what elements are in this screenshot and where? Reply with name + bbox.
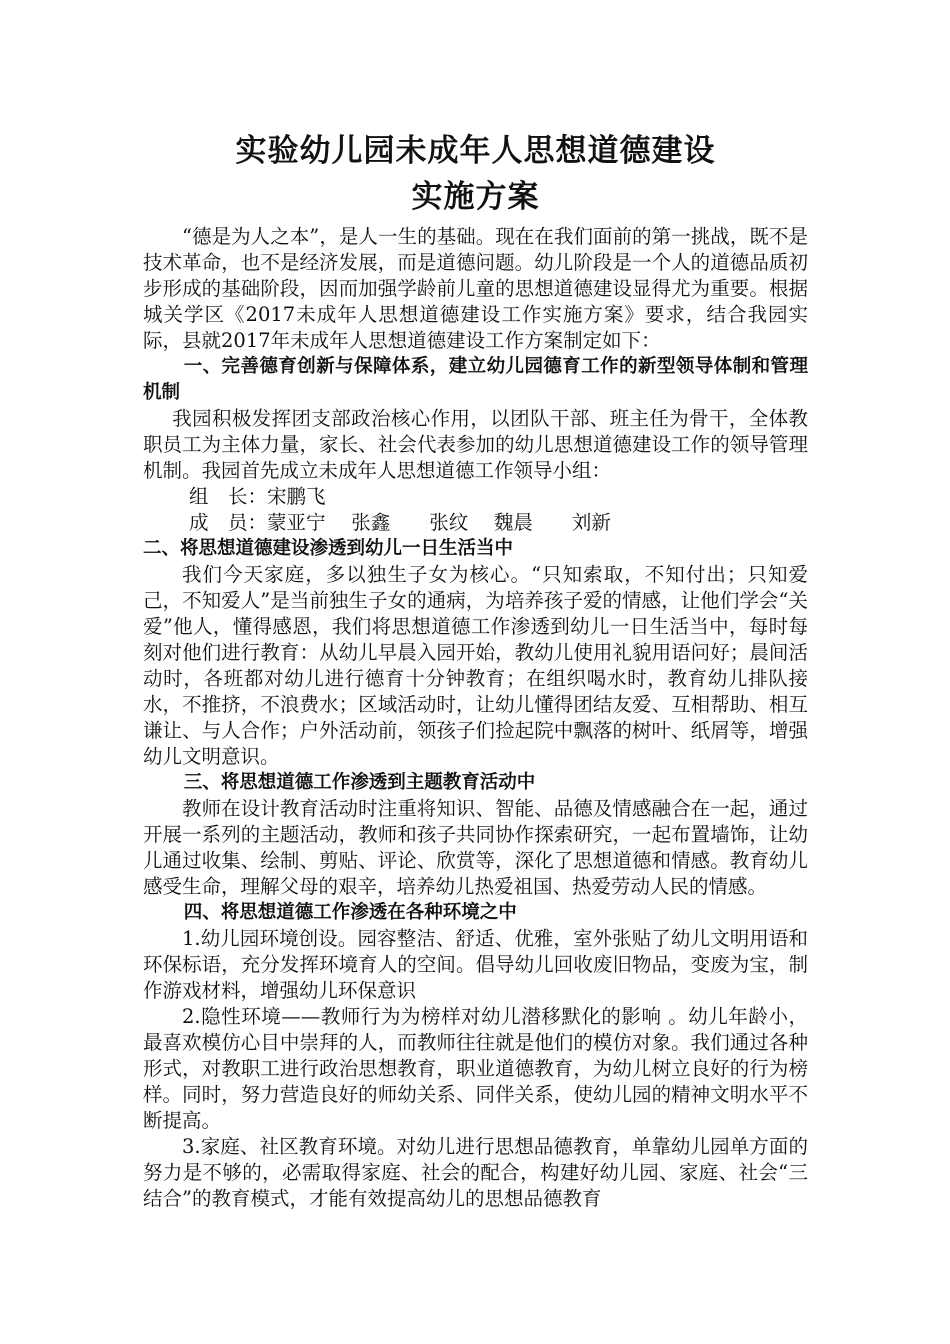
section-3-body: 教师在设计教育活动时注重将知识、智能、品德及情感融合在一起，通过开展一系列的主题活动，教师和孩子共同协作探索研究，一起布置墙饰，让幼儿通过收集、绘制、剪贴、评论、欣赏等，深化了思想道德和情感。教育幼儿感受生命，理解父母的艰辛，培养幼儿热爱祖国、热爱劳动人民的情感。 bbox=[143, 797, 808, 898]
members-names: 蒙亚宁 张鑫 张纹 魏晨 刘新 bbox=[267, 511, 611, 534]
members-label: 成 员： bbox=[189, 511, 268, 534]
section-4-paragraph-1: 1.幼儿园环境创设。园容整洁、舒适、优雅，室外张贴了幼儿文明用语和环保标语，充分发挥环境育人的空间。倡导幼儿回收废旧物品，变废为宝，制作游戏材料，增强幼儿环保意识 bbox=[143, 927, 808, 1002]
document-subtitle: 实施方案 bbox=[411, 179, 540, 215]
intro-paragraph: “德是为人之本”，是人一生的基础。现在在我们面前的第一挑战，既不是技术革命，也不是经济发展，而是道德问题。幼儿阶段是一个人的道德品质初步形成的基础阶段，因而加强学龄前儿童的思想道德建设显得尤为重要。根据城关学区《2017未成年人思想道德建设工作实施方案》要求，结合我园实际，县就2017年未成年人思想道德建设工作方案制定如下： bbox=[143, 225, 808, 352]
section-2-heading: 二、将思想道德建设渗透到幼儿一日生活当中 bbox=[143, 538, 514, 559]
section-2-body: 我们今天家庭，多以独生子女为核心。“只知索取，不知付出；只知爱己，不知爱人”是当前独生子女的通病，为培养孩子爱的情感，让他们学会“关爱”他人，懂得感恩，我们将思想道德工作渗透到幼儿一日生活当中，每时每刻对他们进行教育：从幼儿早晨入园开始，教幼儿使用礼貌用语问好；晨间活动时，各班都对幼儿进行德育十分钟教育；在组织喝水时，教育幼儿排队接水，不推挤，不浪费水；区域活动时，让幼儿懂得团结友爱、互相帮助、相互谦让、与人合作；户外活动前，领孩子们捡起院中飘落的树叶、纸屑等，增强幼儿文明意识。 bbox=[143, 563, 808, 768]
leader-line bbox=[143, 484, 808, 510]
section-1-heading: 一、完善德育创新与保障体系，建立幼儿园德育工作的新型领导体制和管理机制 bbox=[143, 356, 808, 403]
document-page bbox=[143, 118, 808, 1212]
section-1-body: 我园积极发挥团支部政治核心作用，以团队干部、班主任为骨干，全体教职员工为主体力量，家长、社会代表参加的幼儿思想道德建设工作的领导管理机制。我园首先成立未成年人思想道德工作领导小组： bbox=[143, 407, 808, 482]
leader-label: 组 长： bbox=[189, 485, 268, 508]
section-4-paragraph-3: 3.家庭、社区教育环境。对幼儿进行思想品德教育，单靠幼儿园单方面的努力是不够的，必需取得家庭、社会的配合，构建好幼儿园、家庭、社会“三结合”的教育模式，才能有效提高幼儿的思想品德教育 bbox=[143, 1135, 808, 1210]
leader-name: 宋鹏飞 bbox=[267, 485, 326, 508]
section-4-paragraph-2: 2.隐性环境——教师行为为榜样对幼儿潜移默化的影响 。幼儿年龄小，最喜欢模仿心目中崇拜的人，而教师往往就是他们的模仿对象。我们通过各种形式，对教职工进行政治思想教育，职业道德教育，为幼儿树立良好的行为榜样。同时，努力营造良好的师幼关系、同伴关系，使幼儿园的精神文明水平不断提高。 bbox=[143, 1005, 808, 1132]
members-line bbox=[143, 510, 808, 536]
section-3-heading: 三、将思想道德工作渗透到主题教育活动中 bbox=[183, 772, 536, 793]
section-4-heading: 四、将思想道德工作渗透在各种环境之中 bbox=[183, 902, 517, 923]
document-title: 实验幼儿园未成年人思想道德建设 bbox=[235, 133, 716, 169]
